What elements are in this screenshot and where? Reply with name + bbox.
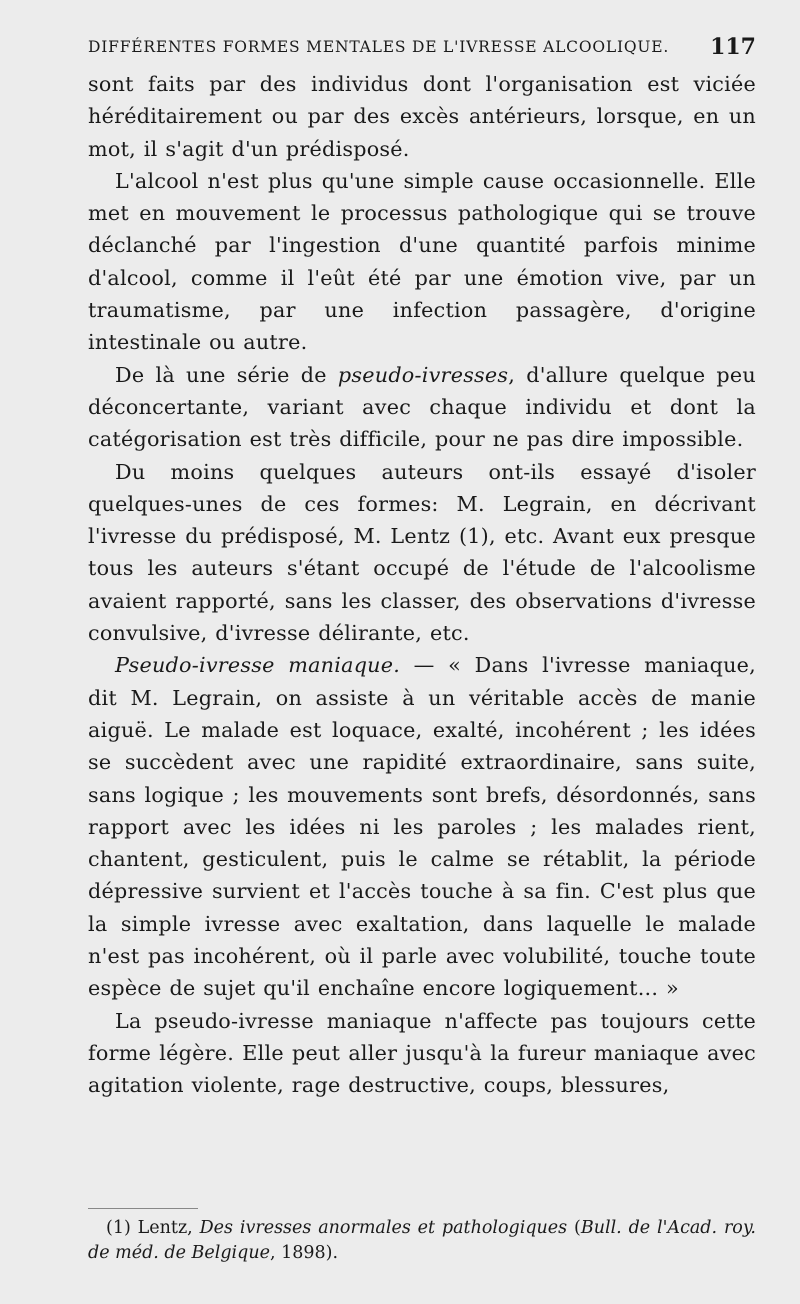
footnote-source: Bull. de l'Acad. roy. de méd. de Belgique	[88, 1218, 756, 1263]
footnote-marker: (1)	[106, 1218, 131, 1238]
paragraph-4-text-start: Du moins quelques auteurs ont-ils essayé d'isoler quelques-unes de ces formes: M. Legrain, en décrivant l'ivresse du prédisposé, M. Lentz	[88, 459, 756, 549]
footnote-source-open: (	[574, 1218, 581, 1238]
pseudo-ivresses-term: pseudo-ivresses	[337, 362, 509, 387]
paragraph-6: La pseudo-ivresse maniaque n'affecte pas toujours cette forme légère. Elle peut aller jusqu'à la fureur maniaque avec agitation violente, rage destructive, coups, blessures,	[88, 1008, 756, 1098]
paragraph-3	[88, 359, 756, 456]
running-header	[88, 34, 756, 64]
paragraph-1: sont faits par des individus dont l'organisation est viciée héréditairement ou par des excès antérieurs, lorsque, en un mot, il s'agit d'un prédisposé.	[88, 72, 756, 161]
footnote-divider	[88, 1208, 198, 1209]
footnote-title: Des ivresses anormales et pathologiques	[199, 1218, 568, 1238]
running-title: DIFFÉRENTES FORMES MENTALES DE L'IVRESSE ALCOOLIQUE.	[88, 38, 670, 56]
footnote-text	[88, 1216, 756, 1266]
paragraph-5	[88, 649, 756, 1004]
footnote	[88, 1216, 756, 1266]
footnote-author: Lentz,	[137, 1218, 193, 1238]
page-number: 117	[710, 34, 756, 60]
paragraph-3-text-end: , d'allure quelque peu déconcertante, variant avec chaque individu et dont la catégorisation est très difficile, pour ne pas dire impossible.	[88, 362, 756, 452]
paragraph-4-text-end: , etc. Avant eux presque tous les auteurs s'étant occupé de l'étude de l'alcoolisme avaient rapporté, sans les classer, des observations d'ivresse convulsive, d'ivresse délirante, etc.	[88, 524, 756, 646]
footnote-source-close: , 1898).	[269, 1243, 339, 1263]
paragraph-4	[88, 456, 756, 650]
body-text	[88, 68, 756, 1172]
paragraph-5-text: — « Dans l'ivresse maniaque, dit M. Legrain, on assiste à un véritable accès de manie aiguë. Le malade est loquace, exalté, incohérent ; les idées se succèdent avec une rapidité extraordinaire, sans suite, sans logique ; les mouvements sont brefs, désordonnés, sans rapport avec les idées ni les paroles ; les malades rient, chantent, gesticulent, puis le calme se rétablit, la période dépressive survient et l'accès touche à sa fin. C'est plus que la simple ivresse avec exaltation, dans laquelle le malade n'est pas incohérent, où il parle avec volubilité, touche toute espèce de sujet qu'il enchaîne encore logiquement... »	[88, 653, 756, 1001]
section-heading-pseudo-ivresse-maniaque: Pseudo-ivresse maniaque.	[115, 653, 401, 678]
paragraph-3-text-start: De là une série de	[115, 362, 338, 387]
footnote-reference: (1)	[458, 524, 489, 549]
paragraph-2: L'alcool n'est plus qu'une simple cause occasionnelle. Elle met en mouvement le processus pathologique qui se trouve déclanché par l'ingestion d'une quantité parfois minime d'alcool, comme il l'eût été par une émotion vive, par un traumatisme, par une infection passagère, d'origine intestinale ou autre.	[88, 168, 756, 355]
